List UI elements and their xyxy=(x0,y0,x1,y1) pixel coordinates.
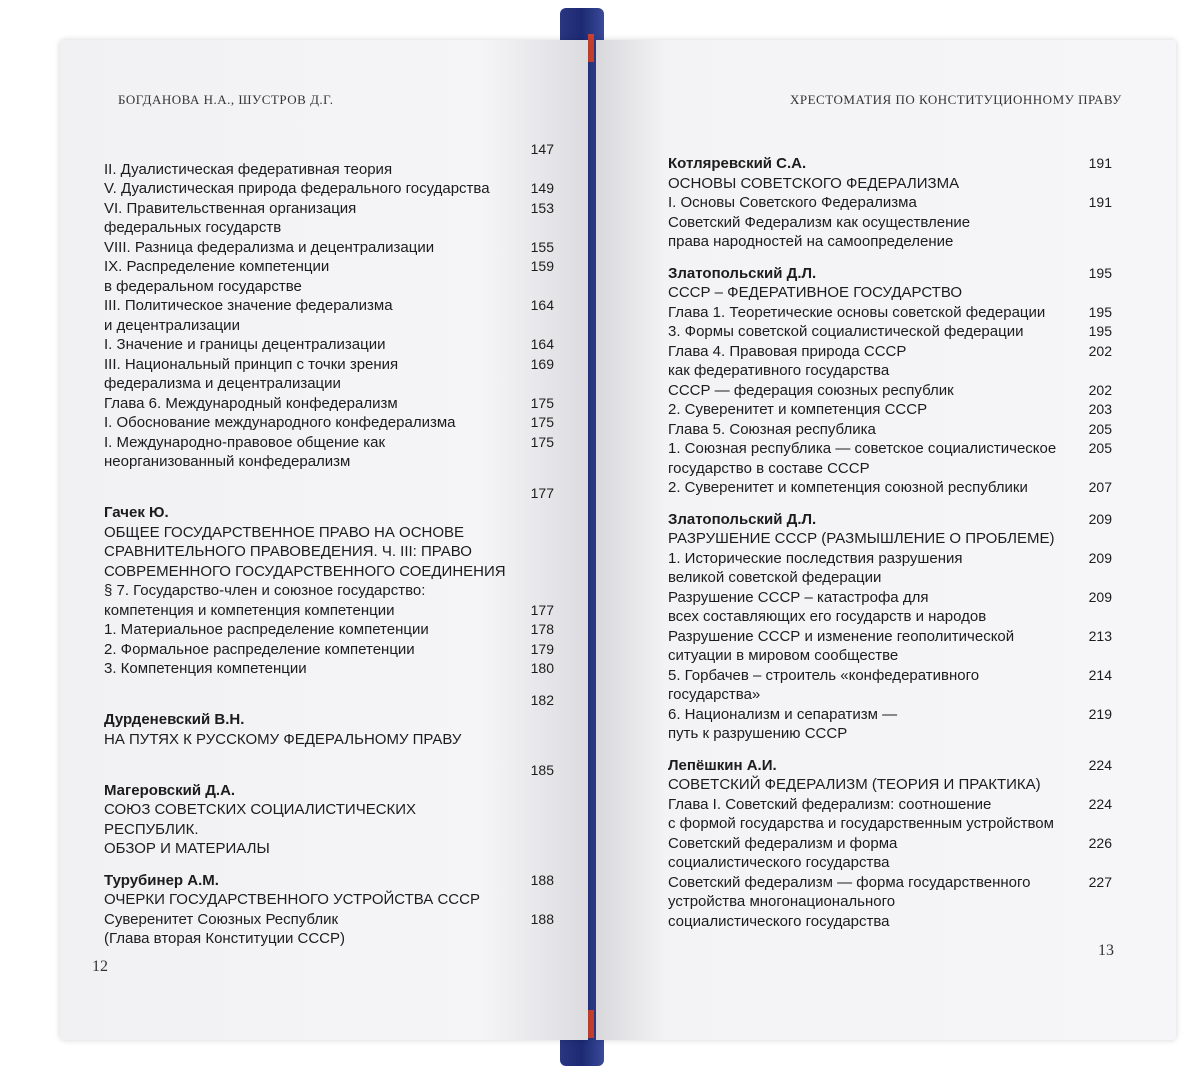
toc-entry xyxy=(668,666,1112,705)
toc-title: СССР – ФЕДЕРАТИВНОЕ ГОСУДАРСТВО xyxy=(668,284,963,301)
toc-title: устройства многонационального xyxy=(668,893,896,910)
toc-title: Разрушение СССР – катастрофа для xyxy=(668,588,929,606)
toc-entry xyxy=(104,394,554,414)
toc-title: компетенция и компетенция компетенции xyxy=(104,601,395,619)
toc-title: VI. Правительственная организация xyxy=(104,199,357,217)
toc-title: 3. Компетенция компетенции xyxy=(104,660,307,677)
toc-entry xyxy=(104,452,554,472)
left-running-head: БОГДАНОВА Н.А., ШУСТРОВ Д.Г. xyxy=(118,92,334,107)
toc-title: 1. Материальное распределение компетенции xyxy=(104,621,429,638)
toc-title: как федеративного государства xyxy=(668,362,890,379)
toc-page-number: 202 xyxy=(1088,342,1112,359)
toc-entry xyxy=(104,910,554,930)
toc-page-number: 188 xyxy=(530,871,554,888)
toc-title: неорганизованный конфедерализм xyxy=(104,453,351,470)
toc-page-number: 213 xyxy=(1088,627,1112,644)
toc-page-number: 207 xyxy=(1088,479,1112,495)
toc-page-number: 209 xyxy=(1088,588,1112,605)
toc-title: с формой государства и государственным устройством xyxy=(668,815,1054,832)
toc-title: 2. Суверенитет и компетенция СССР xyxy=(668,401,928,418)
toc-title: ситуации в мировом сообществе xyxy=(668,647,899,664)
toc-entry xyxy=(668,724,1112,744)
toc-title: Советский федерализм — форма государственного xyxy=(668,873,1031,891)
toc-entry xyxy=(668,627,1112,647)
toc-entry xyxy=(104,296,554,316)
toc-entry xyxy=(104,781,554,801)
toc-entry xyxy=(668,853,1112,873)
toc-entry xyxy=(104,640,554,660)
toc-entry xyxy=(668,478,1112,498)
toc-page-number: 153 xyxy=(530,199,554,216)
toc-entry xyxy=(668,756,1112,776)
toc-title: ОЧЕРКИ ГОСУДАРСТВЕННОГО УСТРОЙСТВА СССР xyxy=(104,891,480,908)
toc-page-number: 209 xyxy=(1088,549,1112,566)
toc-page-number: 182 xyxy=(530,691,554,708)
toc-page-number: 179 xyxy=(530,640,554,657)
toc-entry xyxy=(668,873,1112,893)
toc-page-number: 185 xyxy=(530,762,554,778)
toc-author: Златопольский Д.Л. xyxy=(668,510,817,528)
right-running-head: ХРЕСТОМАТИЯ ПО КОНСТИТУЦИОННОМУ ПРАВУ xyxy=(790,92,1122,107)
toc-entry xyxy=(104,355,554,375)
toc-entry xyxy=(104,620,554,640)
toc-entry xyxy=(668,834,1112,854)
toc-title: I. Обоснование международного конфедерализма xyxy=(104,414,456,431)
toc-entry xyxy=(668,361,1112,381)
toc-title: социалистического государства xyxy=(668,912,890,930)
toc-author: Котляревский С.А. xyxy=(668,155,807,172)
toc-page-number: 175 xyxy=(530,433,554,450)
toc-title: (Глава вторая Конституции СССР) xyxy=(104,930,346,947)
toc-author: Дурденевский В.Н. xyxy=(104,711,245,728)
toc-entry xyxy=(104,929,554,949)
toc-page-number: 175 xyxy=(530,394,554,411)
toc-entry xyxy=(104,562,554,582)
toc-page-number: 147 xyxy=(530,141,554,157)
toc-title: СОЮЗ СОВЕТСКИХ СОЦИАЛИСТИЧЕСКИХ РЕСПУБЛИК. xyxy=(104,801,417,838)
toc-entry xyxy=(104,542,554,562)
toc-page-number: 203 xyxy=(1088,401,1112,417)
toc-page-number: 155 xyxy=(530,238,554,255)
toc-title: Разрушение СССР и изменение геополитической xyxy=(668,627,1015,645)
toc-author: Магеровский Д.А. xyxy=(104,781,236,799)
toc-page-number: 195 xyxy=(1088,323,1112,339)
toc-author: Гачек Ю. xyxy=(104,504,169,521)
toc-entry xyxy=(668,174,1112,194)
toc-page-number: 195 xyxy=(1088,303,1112,320)
toc-entry xyxy=(668,814,1112,834)
toc-title: СОВРЕМЕННОГО ГОСУДАРСТВЕННОГО СОЕДИНЕНИЯ xyxy=(104,562,506,580)
toc-page-number: 195 xyxy=(1088,264,1112,281)
toc-entry xyxy=(104,761,554,781)
toc-page-number: 219 xyxy=(1088,705,1112,722)
toc-entry xyxy=(668,303,1112,323)
toc-entry xyxy=(668,322,1112,342)
toc-entry xyxy=(104,218,554,238)
toc-title: Глава I. Советский федерализм: соотношение xyxy=(668,795,992,813)
toc-title: § 7. Государство-член и союзное государство: xyxy=(104,582,426,599)
toc-page-number: 164 xyxy=(530,297,554,313)
toc-page-number: 175 xyxy=(530,414,554,430)
toc-title: 6. Национализм и сепаратизм — xyxy=(668,705,898,723)
toc-title: федеральных государств xyxy=(104,219,282,236)
toc-entry xyxy=(104,433,554,453)
toc-entry xyxy=(104,890,554,910)
toc-entry xyxy=(668,510,1112,530)
toc-entry xyxy=(668,795,1112,815)
toc-entry xyxy=(668,342,1112,362)
toc-entry xyxy=(668,588,1112,608)
toc-title: социалистического государства xyxy=(668,854,890,871)
toc-title: 1. Союзная республика — советское социалистическое xyxy=(668,440,1057,457)
toc-page-number: 188 xyxy=(530,910,554,927)
toc-page-number: 164 xyxy=(530,336,554,352)
toc-page-number: 191 xyxy=(1088,155,1112,171)
toc-entry xyxy=(668,193,1112,213)
toc-entry xyxy=(668,420,1112,440)
toc-title: 5. Горбачев – строитель «конфедеративного государства» xyxy=(668,666,980,703)
toc-entry xyxy=(668,439,1112,459)
toc-entry xyxy=(104,199,554,219)
toc-title: СРАВНИТЕЛЬНОГО ПРАВОВЕДЕНИЯ. Ч. III: ПРАВО xyxy=(104,543,472,560)
toc-page-number: 205 xyxy=(1088,420,1112,437)
toc-author: Турубинер А.М. xyxy=(104,871,219,889)
toc-author: Лепёшкин А.И. xyxy=(668,756,777,774)
toc-entry xyxy=(668,568,1112,588)
toc-page-number: 209 xyxy=(1088,510,1112,527)
left-table-of-contents xyxy=(104,140,554,949)
toc-entry xyxy=(668,775,1112,795)
toc-title: НА ПУТЯХ К РУССКОМУ ФЕДЕРАЛЬНОМУ ПРАВУ xyxy=(104,730,462,748)
toc-entry xyxy=(668,283,1112,303)
toc-entry xyxy=(104,691,554,711)
toc-title: I. Основы Советского Федерализма xyxy=(668,194,917,211)
toc-page-number: 202 xyxy=(1088,381,1112,398)
toc-title: V. Дуалистическая природа федерального государства xyxy=(104,180,490,197)
bookmark-ribbon-top xyxy=(588,34,594,62)
toc-page-number: 214 xyxy=(1088,666,1112,683)
toc-entry xyxy=(668,232,1112,252)
toc-page-number: 191 xyxy=(1088,194,1112,210)
toc-entry xyxy=(668,646,1112,666)
toc-page-number: 169 xyxy=(530,355,554,372)
toc-title: 1. Исторические последствия разрушения xyxy=(668,549,963,567)
toc-title: II. Дуалистическая федеративная теория xyxy=(104,160,393,178)
toc-title: права народностей на самоопределение xyxy=(668,233,954,250)
toc-page-number: 177 xyxy=(530,484,554,501)
toc-entry xyxy=(668,607,1112,627)
toc-page-number: 177 xyxy=(530,601,554,618)
toc-entry xyxy=(104,484,554,504)
toc-entry xyxy=(668,912,1112,932)
toc-entry xyxy=(104,800,554,839)
toc-title: IX. Распределение компетенции xyxy=(104,258,330,275)
toc-entry xyxy=(104,503,554,523)
toc-entry xyxy=(104,140,554,160)
toc-entry xyxy=(668,264,1112,284)
toc-entry xyxy=(668,381,1112,401)
toc-entry xyxy=(668,154,1112,174)
toc-title: СОВЕТСКИЙ ФЕДЕРАЛИЗМ (ТЕОРИЯ И ПРАКТИКА) xyxy=(668,776,1041,793)
toc-title: III. Политическое значение федерализма xyxy=(104,297,393,314)
toc-entry xyxy=(104,523,554,543)
right-page-number: 13 xyxy=(1098,942,1114,959)
toc-entry xyxy=(104,413,554,433)
toc-page-number: 180 xyxy=(530,660,554,676)
toc-entry xyxy=(104,316,554,336)
toc-title: федерализма и децентрализации xyxy=(104,375,341,392)
toc-page-number: 149 xyxy=(530,180,554,196)
toc-entry xyxy=(668,459,1112,479)
toc-title: ОСНОВЫ СОВЕТСКОГО ФЕДЕРАЛИЗМА xyxy=(668,174,960,192)
toc-title: РАЗРУШЕНИЕ СССР (РАЗМЫШЛЕНИЕ О ПРОБЛЕМЕ) xyxy=(668,530,1055,547)
toc-title: ОБЩЕЕ ГОСУДАРСТВЕННОЕ ПРАВО НА ОСНОВЕ xyxy=(104,523,465,541)
toc-entry xyxy=(104,335,554,355)
toc-entry xyxy=(668,529,1112,549)
toc-title: государство в составе СССР xyxy=(668,459,870,477)
toc-title: и децентрализации xyxy=(104,316,240,334)
toc-title: всех составляющих его государств и народов xyxy=(668,608,987,625)
toc-entry xyxy=(104,659,554,679)
right-table-of-contents xyxy=(668,154,1112,931)
toc-title: 2. Суверенитет и компетенция союзной республики xyxy=(668,479,1028,496)
toc-page-number: 159 xyxy=(530,258,554,274)
toc-title: ОБЗОР И МАТЕРИАЛЫ xyxy=(104,840,270,857)
toc-title: VIII. Разница федерализма и децентрализации xyxy=(104,238,435,256)
toc-title: СССР — федерация союзных республик xyxy=(668,381,954,399)
toc-entry xyxy=(104,160,554,180)
toc-title: Глава 5. Союзная республика xyxy=(668,420,876,438)
toc-title: 2. Формальное распределение компетенции xyxy=(104,640,415,658)
toc-title: Глава 6. Международный конфедерализм xyxy=(104,394,398,412)
toc-page-number: 205 xyxy=(1088,440,1112,456)
toc-title: в федеральном государстве xyxy=(104,277,302,295)
toc-entry xyxy=(104,257,554,277)
toc-page-number: 224 xyxy=(1088,756,1112,773)
toc-page-number: 227 xyxy=(1088,873,1112,890)
toc-entry xyxy=(668,213,1112,233)
toc-entry xyxy=(668,892,1112,912)
toc-entry xyxy=(104,179,554,199)
toc-title: Советский федерализм и форма xyxy=(668,834,898,852)
toc-entry xyxy=(104,238,554,258)
toc-entry xyxy=(668,400,1112,420)
toc-page-number: 226 xyxy=(1088,834,1112,851)
toc-author: Златопольский Д.Л. xyxy=(668,264,817,282)
toc-entry xyxy=(104,710,554,730)
toc-title: 3. Формы советской социалистической федерации xyxy=(668,323,1024,340)
toc-title: путь к разрушению СССР xyxy=(668,725,848,742)
toc-entry xyxy=(668,705,1112,725)
toc-entry xyxy=(104,581,554,601)
toc-entry xyxy=(668,549,1112,569)
toc-title: I. Международно-правовое общение как xyxy=(104,433,386,451)
toc-entry xyxy=(104,871,554,891)
toc-title: Глава 4. Правовая природа СССР xyxy=(668,342,907,360)
toc-entry xyxy=(104,730,554,750)
bookmark-ribbon-bottom xyxy=(588,1010,594,1038)
toc-entry xyxy=(104,839,554,859)
toc-title: III. Национальный принцип с точки зрения xyxy=(104,355,399,373)
toc-entry xyxy=(104,601,554,621)
toc-entry xyxy=(104,277,554,297)
toc-title: Глава 1. Теоретические основы советской федерации xyxy=(668,303,1046,321)
toc-page-number: 224 xyxy=(1088,795,1112,812)
toc-page-number: 178 xyxy=(530,621,554,637)
toc-title: Советский Федерализм как осуществление xyxy=(668,213,971,231)
toc-entry xyxy=(104,374,554,394)
toc-title: I. Значение и границы децентрализации xyxy=(104,336,386,353)
left-page-number: 12 xyxy=(92,958,108,975)
toc-title: Суверенитет Союзных Республик xyxy=(104,910,339,928)
toc-title: великой советской федерации xyxy=(668,569,882,586)
